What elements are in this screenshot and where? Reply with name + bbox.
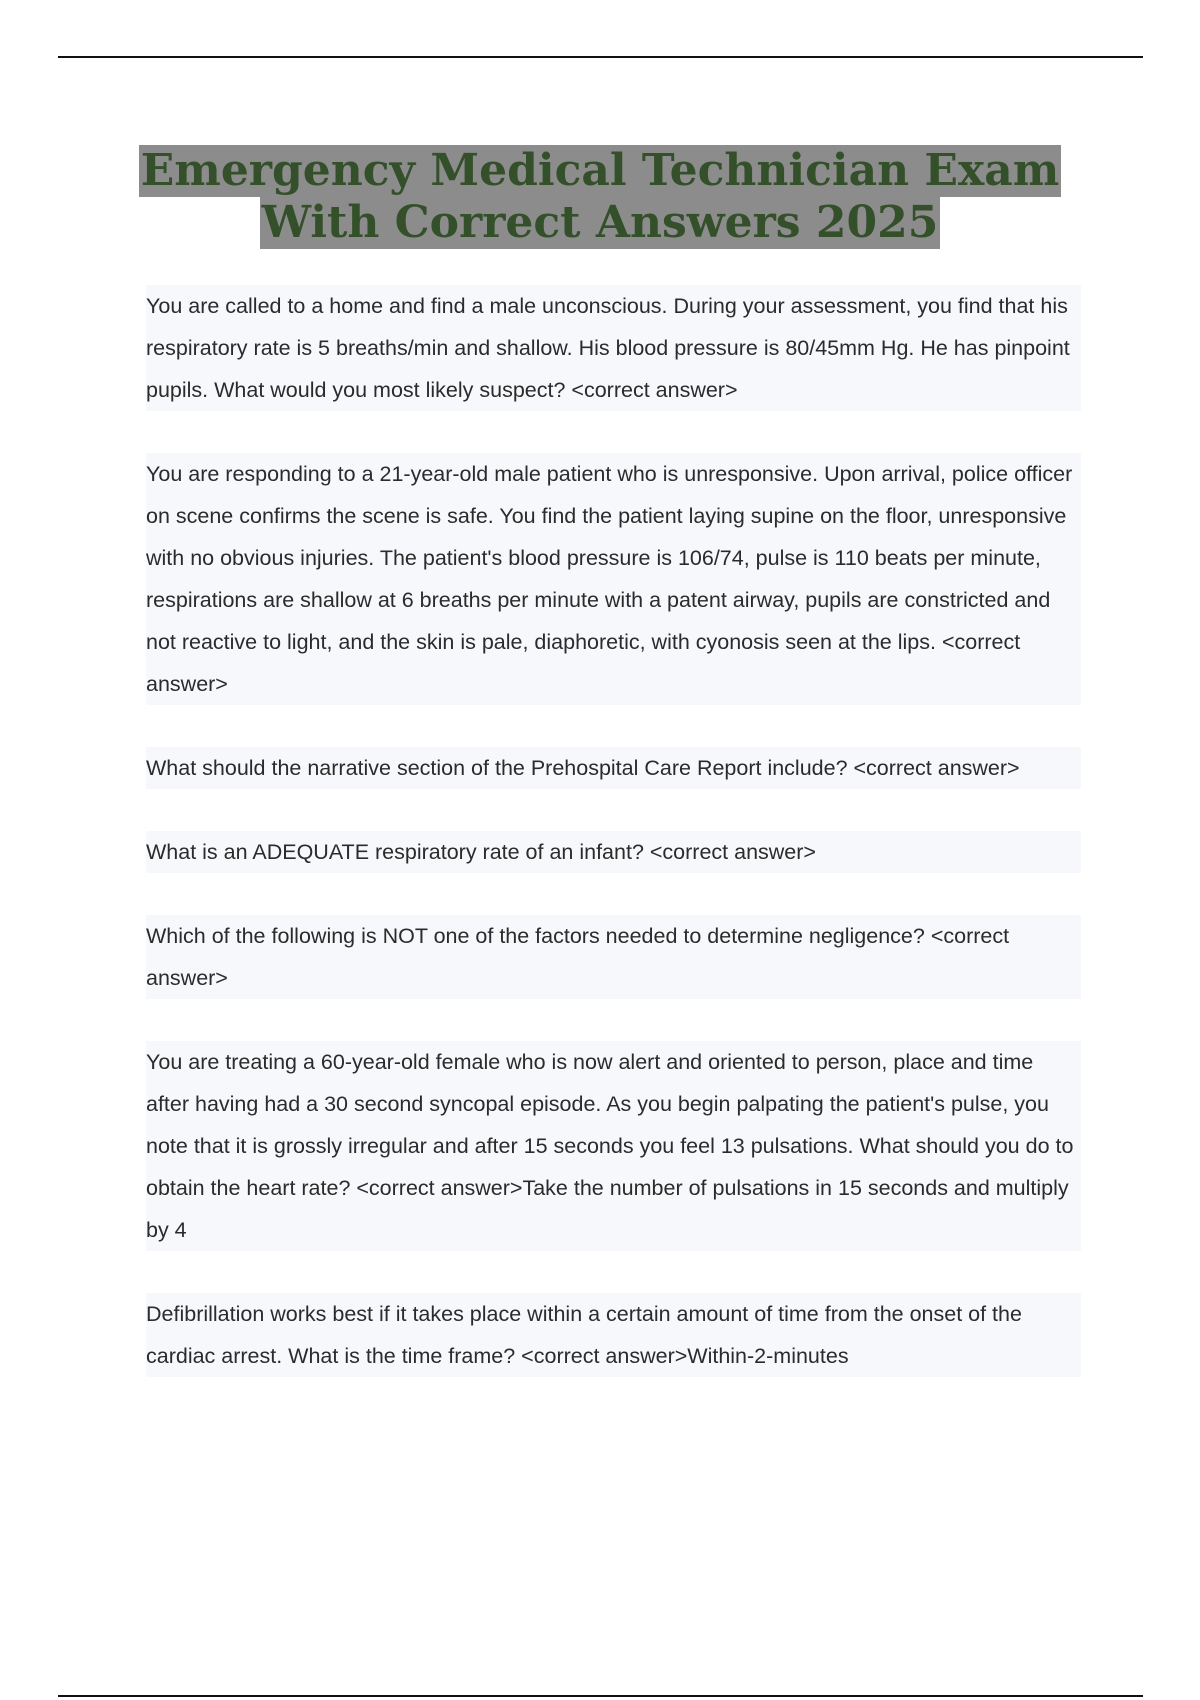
question-item: What is an ADEQUATE respiratory rate of an infant? <correct answer> bbox=[146, 831, 1081, 873]
title-line-2: With Correct Answers 2025 bbox=[261, 197, 939, 248]
question-item: You are treating a 60-year-old female who is now alert and oriented to person, place and time after having had a 30 second syncopal episode. As you begin palpating the patient's pulse, you note that it is grossly irregular and after 15 seconds you feel 13 pulsations. What should you do to obtain the heart rate? <correct answer>Take the number of pulsations in 15 seconds and multiply by 4 bbox=[146, 1041, 1081, 1251]
top-rule bbox=[58, 56, 1143, 58]
question-item: What should the narrative section of the Prehospital Care Report include? <correct answer> bbox=[146, 747, 1081, 789]
question-item: You are responding to a 21-year-old male patient who is unresponsive. Upon arrival, police officer on scene confirms the scene is safe. You find the patient laying supine on the floor, unresponsive with no obvious injuries. The patient's blood pressure is 106/74, pulse is 110 beats per minute, respirations are shallow at 6 breaths per minute with a patent airway, pupils are constricted and not reactive to light, and the skin is pale, diaphoretic, with cyonosis seen at the lips. <correct answer> bbox=[146, 453, 1081, 705]
question-list bbox=[146, 285, 1081, 1419]
question-item: You are called to a home and find a male unconscious. During your assessment, you find that his respiratory rate is 5 breaths/min and shallow. His blood pressure is 80/45mm Hg. He has pinpoint pupils. What would you most likely suspect? <correct answer> bbox=[146, 285, 1081, 411]
question-item: Defibrillation works best if it takes place within a certain amount of time from the onset of the cardiac arrest. What is the time frame? <correct answer>Within-2-minutes bbox=[146, 1293, 1081, 1377]
title-line-1: Emergency Medical Technician Exam bbox=[140, 145, 1060, 196]
bottom-rule bbox=[58, 1695, 1143, 1697]
document-title bbox=[0, 145, 1200, 249]
question-item: Which of the following is NOT one of the factors needed to determine negligence? <correct answer> bbox=[146, 915, 1081, 999]
